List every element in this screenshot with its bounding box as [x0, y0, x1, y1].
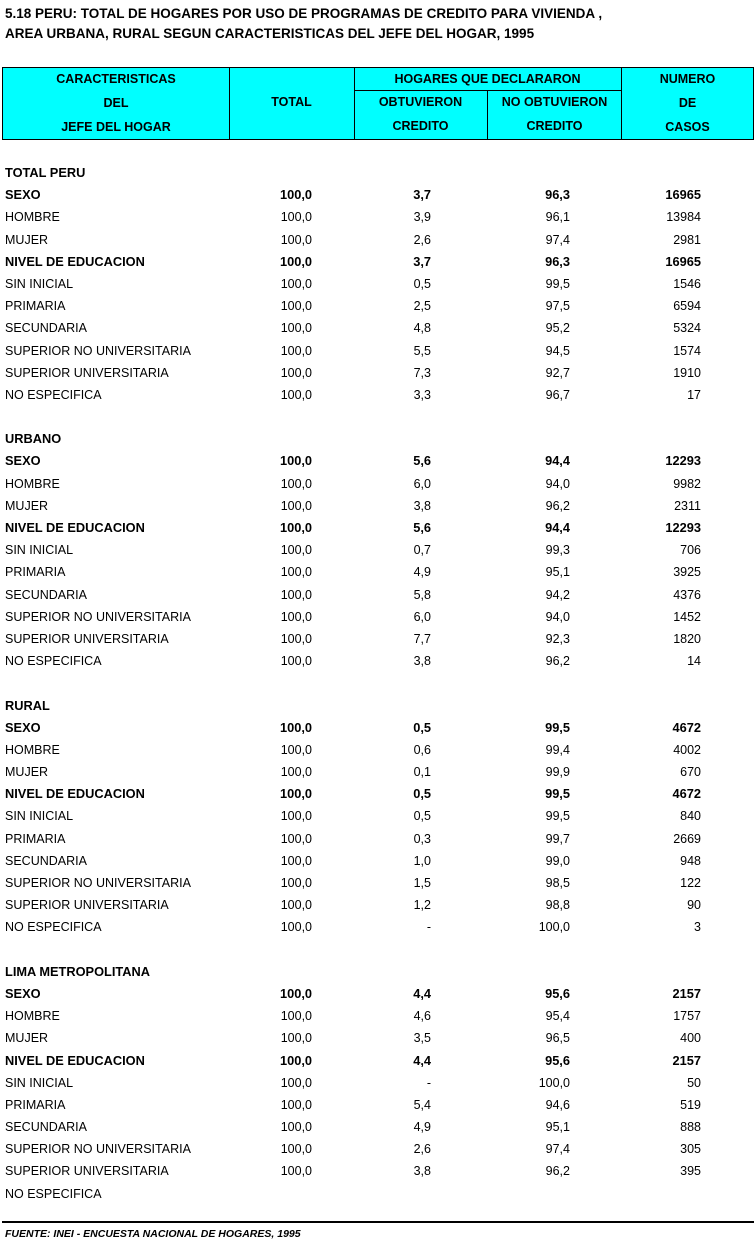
cell-total: 100,0 — [280, 1009, 312, 1024]
cell-casos: 122 — [680, 876, 701, 890]
cell-no-obtuvieron: 94,6 — [545, 1097, 570, 1112]
cell-no-obtuvieron: 96,2 — [545, 498, 570, 513]
cell-total: 100,0 — [280, 609, 312, 624]
row-label: MUJER — [5, 765, 49, 780]
table-row — [0, 362, 756, 384]
row-label: NIVEL DE EDUCACION — [5, 520, 145, 535]
cell-casos: 4002 — [673, 742, 701, 757]
cell-obtuvieron: 3,8 — [413, 1164, 431, 1179]
row-label: SECUNDARIA — [5, 587, 87, 602]
cell-obtuvieron: - — [426, 1075, 431, 1090]
cell-obtuvieron: 5,6 — [413, 520, 431, 535]
cell-total: 100,0 — [280, 876, 312, 890]
row-label: NO ESPECIFICA — [5, 1186, 102, 1201]
table-title — [5, 4, 602, 44]
cell-no-obtuvieron: 99,5 — [545, 809, 570, 824]
cell-obtuvieron: 4,6 — [413, 1009, 431, 1024]
cell-casos: 4376 — [673, 587, 701, 602]
cell-total: 100,0 — [279, 1052, 312, 1068]
section-heading — [0, 162, 756, 184]
cell-no-obtuvieron: 99,5 — [545, 276, 570, 291]
cell-obtuvieron: 5,6 — [413, 453, 431, 469]
cell-casos: 840 — [680, 809, 701, 824]
row-label: SEXO — [5, 453, 41, 469]
title-line-2: AREA URBANA, RURAL SEGUN CARACTERISTICAS DEL JEFE DEL HOGAR, 1995 — [5, 26, 535, 41]
cell-obtuvieron: 7,3 — [413, 365, 431, 380]
cell-no-obtuvieron: 94,0 — [545, 476, 570, 491]
cell-total: 100,0 — [280, 1031, 312, 1046]
cell-obtuvieron: 0,1 — [413, 765, 431, 780]
table-row — [0, 273, 756, 295]
table-row — [0, 561, 756, 583]
section-name: LIMA METROPOLITANA — [5, 963, 151, 979]
cell-casos: 12293 — [665, 453, 701, 469]
cell-obtuvieron: 3,8 — [413, 498, 431, 513]
section-heading — [0, 695, 756, 717]
cell-casos: 2157 — [672, 985, 701, 1001]
section-name: URBANO — [5, 431, 62, 447]
section-spacer — [0, 672, 756, 694]
table-header — [2, 67, 754, 140]
row-label: HOMBRE — [5, 476, 60, 491]
cell-obtuvieron: 4,8 — [413, 321, 431, 336]
cell-casos: 13984 — [666, 210, 701, 225]
row-label: MUJER — [5, 232, 49, 247]
cell-total: 100,0 — [279, 453, 312, 469]
row-label: SECUNDARIA — [5, 321, 87, 336]
table-row — [0, 1183, 756, 1205]
row-label: SECUNDARIA — [5, 853, 87, 868]
cell-no-obtuvieron: 94,2 — [545, 587, 570, 602]
cell-total: 100,0 — [280, 853, 312, 868]
cell-no-obtuvieron: 99,3 — [545, 543, 570, 558]
cell-total: 100,0 — [280, 565, 312, 580]
cell-casos: 17 — [687, 387, 701, 402]
cell-no-obtuvieron: 96,2 — [545, 654, 570, 669]
cell-obtuvieron: 3,9 — [413, 210, 431, 225]
table-row — [0, 628, 756, 650]
cell-total: 100,0 — [280, 321, 312, 336]
row-label: NIVEL DE EDUCACION — [5, 253, 145, 269]
table-row — [0, 872, 756, 894]
table-row — [0, 295, 756, 317]
cell-total: 100,0 — [280, 1097, 312, 1112]
cell-no-obtuvieron: 97,4 — [545, 1142, 570, 1157]
cell-total: 100,0 — [279, 187, 312, 203]
row-label: NO ESPECIFICA — [5, 654, 102, 669]
cell-no-obtuvieron: 94,0 — [545, 609, 570, 624]
table-row — [0, 739, 756, 761]
table-row — [0, 1072, 756, 1094]
cell-casos: 400 — [680, 1031, 701, 1046]
header-total: TOTAL — [271, 95, 312, 109]
cell-total: 100,0 — [280, 1120, 312, 1135]
cell-no-obtuvieron: 99,5 — [545, 786, 570, 802]
cell-no-obtuvieron: 99,0 — [545, 853, 570, 868]
cell-total: 100,0 — [280, 631, 312, 646]
section-heading — [0, 428, 756, 450]
cell-casos: 519 — [680, 1097, 701, 1112]
cell-no-obtuvieron: 97,4 — [545, 232, 570, 247]
cell-total: 100,0 — [280, 920, 312, 935]
cell-no-obtuvieron: 96,3 — [545, 187, 570, 203]
cell-total: 100,0 — [279, 985, 312, 1001]
cell-total: 100,0 — [280, 476, 312, 491]
cell-obtuvieron: 1,0 — [413, 853, 431, 868]
table-row — [0, 229, 756, 251]
cell-obtuvieron: 0,7 — [413, 543, 431, 558]
table-row — [0, 650, 756, 672]
cell-obtuvieron: 1,2 — [413, 898, 431, 913]
cell-obtuvieron: 3,5 — [413, 1031, 431, 1046]
table-row — [0, 1050, 756, 1072]
cell-casos: 12293 — [665, 520, 701, 535]
cell-casos: 1546 — [673, 276, 701, 291]
row-label: MUJER — [5, 1031, 49, 1046]
cell-total: 100,0 — [280, 831, 312, 846]
cell-no-obtuvieron: 94,5 — [545, 343, 570, 358]
cell-total: 100,0 — [280, 543, 312, 558]
cell-no-obtuvieron: 95,4 — [545, 1009, 570, 1024]
cell-no-obtuvieron: 96,7 — [545, 387, 570, 402]
header-hogares-que-declararon: HOGARES QUE DECLARARON — [394, 72, 581, 86]
row-label: NIVEL DE EDUCACION — [5, 786, 145, 802]
cell-total: 100,0 — [280, 299, 312, 314]
row-label: HOMBRE — [5, 742, 60, 757]
cell-obtuvieron: 0,5 — [413, 809, 431, 824]
cell-obtuvieron: 4,9 — [413, 1120, 431, 1135]
row-label: PRIMARIA — [5, 299, 66, 314]
cell-casos: 9982 — [673, 476, 701, 491]
row-label: SEXO — [5, 719, 41, 735]
header-obtuvieron: OBTUVIERON CREDITO — [378, 95, 463, 133]
table-row — [0, 761, 756, 783]
cell-obtuvieron: 0,5 — [413, 786, 431, 802]
cell-obtuvieron: 4,9 — [413, 565, 431, 580]
section-heading — [0, 961, 756, 983]
row-label: SUPERIOR UNIVERSITARIA — [5, 365, 169, 380]
cell-obtuvieron: 1,5 — [413, 876, 431, 890]
cell-no-obtuvieron: 98,8 — [545, 898, 570, 913]
row-label: PRIMARIA — [5, 565, 66, 580]
cell-no-obtuvieron: 95,6 — [545, 985, 570, 1001]
row-label: SIN INICIAL — [5, 276, 74, 291]
section-name: TOTAL PERU — [5, 165, 86, 180]
row-label: SUPERIOR UNIVERSITARIA — [5, 631, 169, 646]
cell-no-obtuvieron: 95,1 — [545, 1120, 570, 1135]
cell-no-obtuvieron: 96,5 — [545, 1031, 570, 1046]
cell-obtuvieron: - — [426, 920, 431, 935]
cell-no-obtuvieron: 96,1 — [545, 210, 570, 225]
cell-obtuvieron: 5,4 — [413, 1097, 431, 1112]
cell-total: 100,0 — [280, 365, 312, 380]
cell-total: 100,0 — [279, 719, 312, 735]
cell-no-obtuvieron: 97,5 — [545, 299, 570, 314]
cell-casos: 1757 — [673, 1009, 701, 1024]
table-row — [0, 1138, 756, 1160]
cell-casos: 948 — [680, 853, 701, 868]
cell-casos: 1452 — [673, 609, 701, 624]
cell-obtuvieron: 0,5 — [413, 276, 431, 291]
cell-no-obtuvieron: 96,2 — [545, 1164, 570, 1179]
table-row — [0, 983, 756, 1005]
cell-total: 100,0 — [280, 343, 312, 358]
cell-total: 100,0 — [280, 742, 312, 757]
table-row — [0, 184, 756, 206]
cell-no-obtuvieron: 99,9 — [545, 765, 570, 780]
row-label: SECUNDARIA — [5, 1120, 87, 1135]
table-row — [0, 1116, 756, 1138]
cell-total: 100,0 — [280, 276, 312, 291]
table-row — [0, 916, 756, 938]
table-row — [0, 894, 756, 916]
cell-obtuvieron: 2,6 — [413, 1142, 431, 1157]
cell-no-obtuvieron: 96,3 — [545, 253, 570, 269]
table-row — [0, 1160, 756, 1182]
table-row — [0, 450, 756, 472]
table-row — [0, 606, 756, 628]
cell-casos: 4672 — [672, 786, 701, 802]
cell-obtuvieron: 2,5 — [413, 299, 431, 314]
section-spacer — [0, 939, 756, 961]
cell-casos: 2157 — [672, 1052, 701, 1068]
cell-obtuvieron: 4,4 — [413, 985, 431, 1001]
cell-no-obtuvieron: 95,1 — [545, 565, 570, 580]
cell-no-obtuvieron: 92,7 — [545, 365, 570, 380]
cell-obtuvieron: 0,3 — [413, 831, 431, 846]
row-label: SUPERIOR UNIVERSITARIA — [5, 898, 169, 913]
cell-no-obtuvieron: 99,5 — [545, 719, 570, 735]
cell-obtuvieron: 6,0 — [413, 609, 431, 624]
cell-casos: 5324 — [673, 321, 701, 336]
table-body — [0, 162, 756, 1205]
cell-total: 100,0 — [280, 1164, 312, 1179]
cell-casos: 4672 — [672, 719, 701, 735]
row-label: SUPERIOR NO UNIVERSITARIA — [5, 876, 191, 890]
table-row — [0, 717, 756, 739]
table-row — [0, 1094, 756, 1116]
cell-total: 100,0 — [280, 498, 312, 513]
table-row — [0, 340, 756, 362]
cell-total: 100,0 — [280, 387, 312, 402]
cell-total: 100,0 — [280, 809, 312, 824]
row-label: SUPERIOR NO UNIVERSITARIA — [5, 343, 191, 358]
cell-casos: 395 — [680, 1164, 701, 1179]
cell-no-obtuvieron: 94,4 — [545, 520, 570, 535]
footer-divider — [2, 1221, 754, 1223]
cell-casos: 305 — [680, 1142, 701, 1157]
cell-no-obtuvieron: 94,4 — [545, 453, 570, 469]
header-numero-de-casos: NUMERO DE CASOS — [659, 72, 716, 134]
table-row — [0, 1027, 756, 1049]
cell-obtuvieron: 3,7 — [413, 187, 431, 203]
row-label: SUPERIOR NO UNIVERSITARIA — [5, 609, 191, 624]
table-row — [0, 783, 756, 805]
table-row — [0, 805, 756, 827]
row-label: NIVEL DE EDUCACION — [5, 1052, 145, 1068]
cell-total: 100,0 — [279, 253, 312, 269]
cell-obtuvieron: 5,5 — [413, 343, 431, 358]
row-label: SEXO — [5, 187, 41, 203]
cell-no-obtuvieron: 95,2 — [545, 321, 570, 336]
row-label: PRIMARIA — [5, 1097, 66, 1112]
row-label: SUPERIOR NO UNIVERSITARIA — [5, 1142, 191, 1157]
header-no-obtuvieron: NO OBTUVIERON CREDITO — [501, 95, 608, 133]
cell-casos: 670 — [680, 765, 701, 780]
cell-casos: 2981 — [673, 232, 701, 247]
cell-no-obtuvieron: 95,6 — [545, 1052, 570, 1068]
table-row — [0, 495, 756, 517]
cell-obtuvieron: 5,8 — [413, 587, 431, 602]
cell-obtuvieron: 3,7 — [413, 253, 431, 269]
cell-no-obtuvieron: 98,5 — [545, 876, 570, 890]
cell-obtuvieron: 7,7 — [413, 631, 431, 646]
cell-casos: 2311 — [674, 498, 701, 513]
cell-casos: 3 — [694, 920, 701, 935]
cell-casos: 2669 — [673, 831, 701, 846]
table-row — [0, 473, 756, 495]
row-label: SIN INICIAL — [5, 809, 74, 824]
table-row — [0, 251, 756, 273]
cell-total: 100,0 — [280, 654, 312, 669]
cell-casos: 16965 — [665, 187, 701, 203]
cell-no-obtuvieron: 100,0 — [538, 920, 570, 935]
cell-casos: 16965 — [665, 253, 701, 269]
cell-obtuvieron: 0,6 — [413, 742, 431, 757]
table-row — [0, 539, 756, 561]
cell-obtuvieron: 3,3 — [413, 387, 431, 402]
cell-casos: 1574 — [673, 343, 701, 358]
cell-no-obtuvieron: 92,3 — [545, 631, 570, 646]
cell-casos: 706 — [680, 543, 701, 558]
cell-obtuvieron: 3,8 — [413, 654, 431, 669]
cell-total: 100,0 — [280, 210, 312, 225]
section-spacer — [0, 406, 756, 428]
cell-total: 100,0 — [280, 587, 312, 602]
cell-no-obtuvieron: 99,4 — [545, 742, 570, 757]
table-row — [0, 517, 756, 539]
row-label: PRIMARIA — [5, 831, 66, 846]
cell-casos: 1910 — [673, 365, 701, 380]
row-label: SEXO — [5, 985, 41, 1001]
cell-no-obtuvieron: 100,0 — [538, 1075, 570, 1090]
row-label: NO ESPECIFICA — [5, 920, 102, 935]
cell-obtuvieron: 4,4 — [413, 1052, 431, 1068]
cell-obtuvieron: 2,6 — [413, 232, 431, 247]
cell-total: 100,0 — [280, 898, 312, 913]
table-row — [0, 384, 756, 406]
cell-obtuvieron: 6,0 — [413, 476, 431, 491]
table-row — [0, 584, 756, 606]
cell-total: 100,0 — [280, 1142, 312, 1157]
row-label: NO ESPECIFICA — [5, 387, 102, 402]
table-row — [0, 850, 756, 872]
table-row — [0, 828, 756, 850]
row-label: SIN INICIAL — [5, 1075, 74, 1090]
cell-total: 100,0 — [280, 1075, 312, 1090]
row-label: HOMBRE — [5, 210, 60, 225]
row-label: SUPERIOR UNIVERSITARIA — [5, 1164, 169, 1179]
cell-casos: 90 — [687, 898, 701, 913]
cell-total: 100,0 — [280, 765, 312, 780]
cell-casos: 1820 — [673, 631, 701, 646]
row-label: SIN INICIAL — [5, 543, 74, 558]
cell-obtuvieron: 0,5 — [413, 719, 431, 735]
table-row — [0, 317, 756, 339]
table-row — [0, 206, 756, 228]
cell-casos: 14 — [687, 654, 701, 669]
row-label: HOMBRE — [5, 1009, 60, 1024]
cell-casos: 50 — [687, 1075, 701, 1090]
cell-total: 100,0 — [280, 232, 312, 247]
header-caracteristicas: CARACTERISTICAS DEL JEFE DEL HOGAR — [56, 72, 176, 134]
cell-no-obtuvieron: 99,7 — [545, 831, 570, 846]
cell-casos: 888 — [680, 1120, 701, 1135]
cell-total: 100,0 — [279, 786, 312, 802]
source-note: FUENTE: INEI - ENCUESTA NACIONAL DE HOGARES, 1995 — [5, 1228, 301, 1240]
cell-total: 100,0 — [279, 520, 312, 535]
table-row — [0, 1005, 756, 1027]
title-line-1: 5.18 PERU: TOTAL DE HOGARES POR USO DE PROGRAMAS DE CREDITO PARA VIVIENDA , — [5, 6, 603, 21]
cell-casos: 6594 — [673, 299, 701, 314]
section-name: RURAL — [5, 697, 50, 713]
cell-casos: 3925 — [673, 565, 701, 580]
row-label: MUJER — [5, 498, 49, 513]
